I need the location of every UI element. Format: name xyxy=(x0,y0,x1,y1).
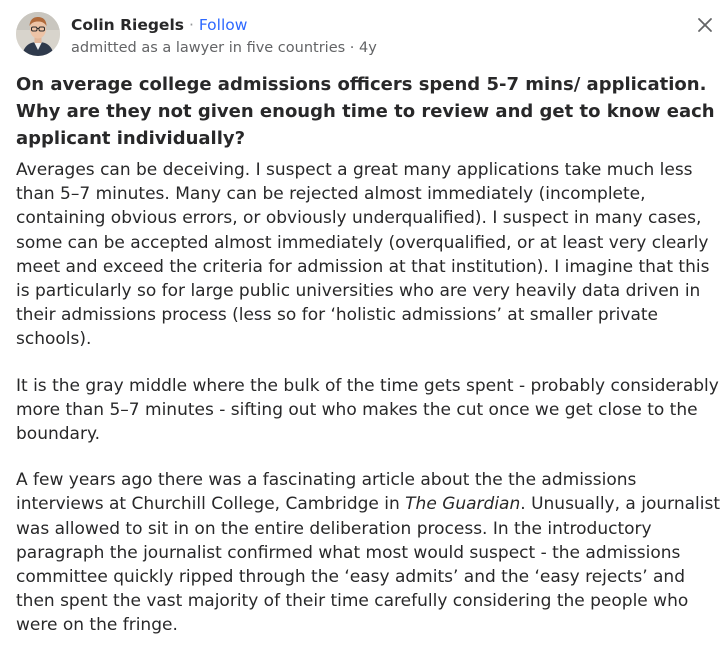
answer-header xyxy=(16,12,716,58)
avatar-portrait-icon xyxy=(16,12,60,56)
answer-paragraph-2: It is the gray middle where the bulk of the time gets spent - probably considerably more than 5–7 minutes - sifting out who makes the cut once we get close to the boundary. xyxy=(16,375,719,445)
publication-name: The Guardian xyxy=(405,494,521,515)
follow-button[interactable]: Follow xyxy=(198,16,248,34)
answer-body xyxy=(16,158,724,660)
answer-paragraph-3 xyxy=(16,468,724,637)
author-avatar[interactable] xyxy=(16,12,60,56)
answer-timestamp[interactable]: 4y xyxy=(359,40,377,56)
author-line xyxy=(71,15,247,35)
question-title[interactable]: On average college admissions officers spend 5-7 mins/ application. Why are they not given enough time to review and get to know each applicant individually? xyxy=(16,74,715,149)
close-button[interactable] xyxy=(694,14,716,36)
credential-line xyxy=(71,38,377,58)
close-icon xyxy=(694,14,716,36)
answer-paragraph-3-start: A few years ago there was a fascinating article about the the admissions interviews at Churchill College, Cambridge in xyxy=(16,470,637,515)
author-separator: · xyxy=(188,16,194,34)
author-credential[interactable]: admitted as a lawyer in five countries xyxy=(71,40,346,56)
time-separator: · xyxy=(349,40,355,56)
answer-paragraph-3-end: . Unusually, a journalist was allowed to sit in on the entire deliberation process. In the introductory paragraph the journalist confirmed what most would suspect - the admissions committee quickly ripped through the ‘easy admits’ and the ‘easy rejects’ and then spent the vast majority of their time carefully considering the people who were on the fringe. xyxy=(16,494,720,636)
answer-paragraph-1: Averages can be deceiving. I suspect a great many applications take much less than 5–7 minutes. Many can be rejected almost immediately (incomplete, containing obvious errors, or obviously underqualified). I suspect in many cases, some can be accepted almost immediately (overqualified, or at least very clearly meet and exceed the criteria for admission at that institution). I imagine that this is particularly so for large public universities who are very heavily data driven in their admissions process (less so for ‘holistic admissions’ at smaller private schools). xyxy=(16,160,710,350)
author-name[interactable]: Colin Riegels xyxy=(71,16,184,34)
